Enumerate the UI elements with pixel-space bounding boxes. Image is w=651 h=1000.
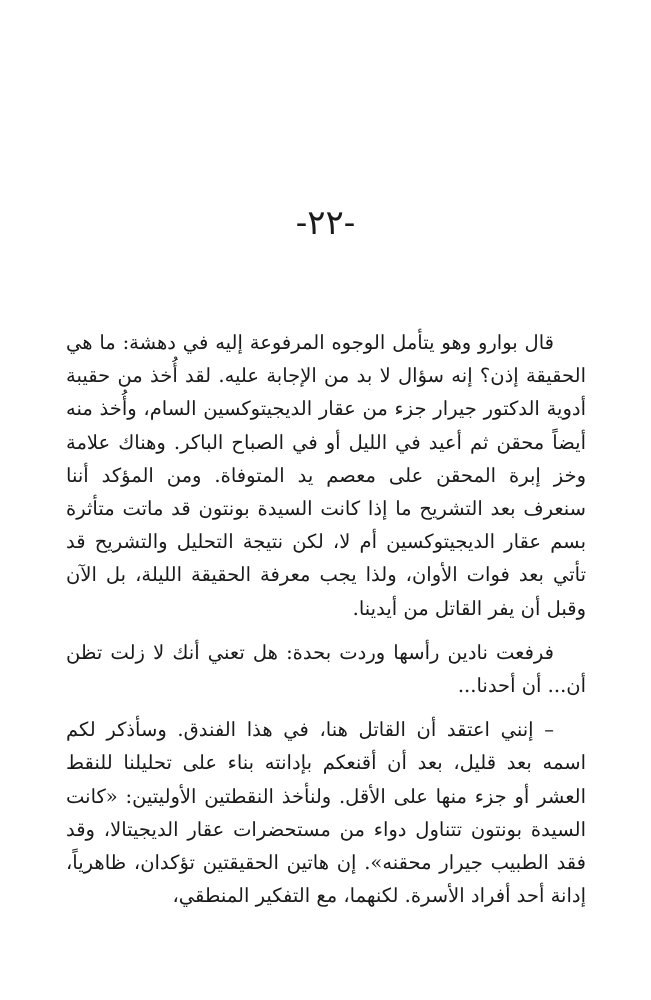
paragraph: قال بوارو وهو يتأمل الوجوه المرفوعة إليه في دهشة: ما هي الحقيقة إذن؟ إنه سؤال لا بد من الإجابة عليه. لقد أُخذ من حقيبة أدوية الدكتور جيرار جزء من عقار الديجيتوكسين السام، وأُخذ منه أيضاً محقن ثم أعيد في الليل أو في الصباح الباكر. وهناك علامة وخز إبرة المحقن على معصم يد المتوفاة. ومن المؤكد أننا سنعرف بعد التشريح ما إذا كانت السيدة بونتون قد ماتت متأثرة بسم عقار الديجيتوكسين أم لا، لكن نتيجة التحليل والتشريح قد تأتي بعد فوات الأوان، ولذا يجب معرفة الحقيقة الليلة، بل الآن وقبل أن يفر القاتل من أيدينا. [66, 331, 586, 620]
paragraph: فرفعت نادين رأسها وردت بحدة: هل تعني أنك لا زلت تظن أن... أن أحدنا... [66, 640, 586, 698]
chapter-number: -٢٢- [295, 203, 356, 243]
paragraph: – إنني اعتقد أن القاتل هنا، في هذا الفندق. وسأذكر لكم اسمه بعد قليل، بعد أن أقنعكم بإدانته بناء على تحليلنا للنقط العشر أو جزء منها على الأقل. ولنأخذ النقطتين الأوليتين: «كانت السيدة بونتون تتناول دواء من مستحضرات عقار الديجيتالا، وقد فقد الطبيب جيرار محقنه». إن هاتين الحقيقتين تؤكدان، ظاهرياً، إدانة أحد أفراد الأسرة. لكنهما، مع التفكير المنطقي، [66, 718, 586, 908]
chapter-body [66, 326, 586, 912]
